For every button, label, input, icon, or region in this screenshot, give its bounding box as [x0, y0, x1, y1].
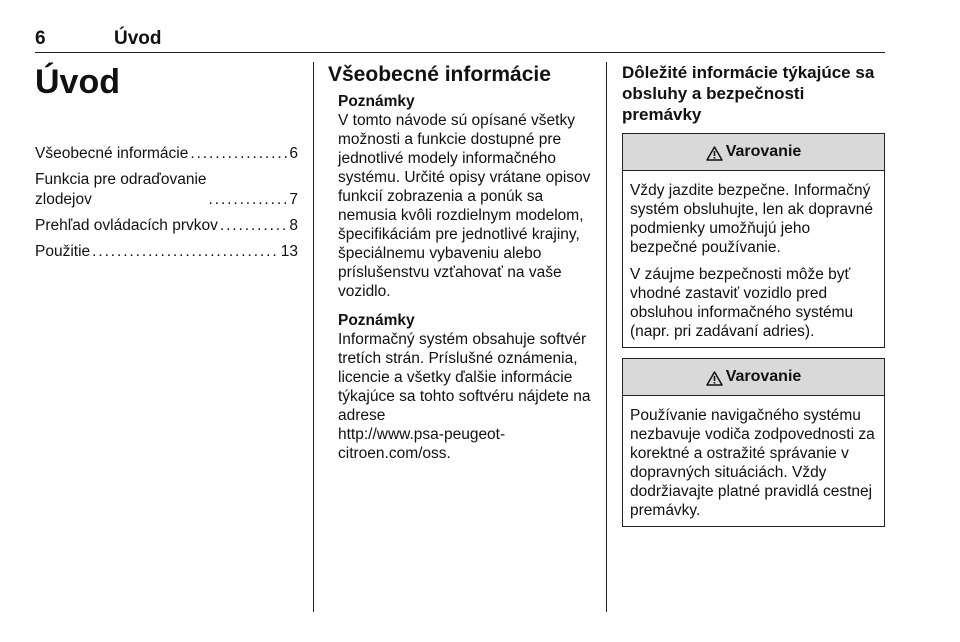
- toc-item-page: 6: [289, 145, 298, 162]
- toc-item-label: Prehľad ovládacích prvkov: [35, 217, 218, 234]
- toc-item[interactable]: [35, 144, 298, 164]
- column-divider: [313, 62, 314, 612]
- url-line: citroen.com/oss.: [338, 445, 451, 462]
- table-of-contents: [35, 144, 298, 262]
- page-header: [35, 28, 885, 53]
- warning-box: [622, 358, 885, 527]
- running-chapter-title: Úvod: [114, 28, 162, 49]
- toc-item-page: 13: [280, 243, 298, 260]
- toc-item[interactable]: [35, 242, 298, 262]
- warning-body: [623, 396, 884, 526]
- warning-text: Používanie navigačného systému nezbavuje vodiča zodpovednosti za korektné a ostražité správanie v dopravných situáciách. Vždy dodržiavajte platné pravidlá cestnej premávky.: [630, 407, 875, 519]
- toc-item-label: Funkcia pre odraďovanie zlodejov: [35, 171, 207, 208]
- toc-item-label: Použitie: [35, 243, 91, 260]
- toc-column: [35, 62, 298, 268]
- warning-header: [623, 359, 884, 396]
- toc-leader: [220, 216, 288, 236]
- warning-triangle-icon: [706, 371, 723, 386]
- page-number: 6: [35, 28, 46, 49]
- toc-leader: [92, 242, 279, 262]
- chapter-title: Úvod: [35, 63, 120, 101]
- toc-item[interactable]: [35, 216, 298, 236]
- warning-header: [623, 134, 884, 171]
- toc-item[interactable]: [35, 170, 298, 210]
- warning-label: Varovanie: [725, 143, 802, 160]
- warning-body: [623, 171, 884, 347]
- note-heading: Poznámky: [338, 93, 415, 110]
- general-info-column: [328, 62, 600, 463]
- toc-item-page: 7: [289, 191, 298, 208]
- warning-text: V záujme bezpečnosti môže byť vhodné zastaviť vozidlo pred obsluhou informačného systému (napr. pri zadávaní adries).: [630, 266, 854, 340]
- warning-triangle-icon: [706, 146, 723, 161]
- section-title: Všeobecné informácie: [328, 63, 551, 86]
- toc-item-page: 8: [289, 217, 298, 234]
- warning-box: [622, 133, 885, 348]
- column-divider: [606, 62, 607, 612]
- toc-item-label: Všeobecné informácie: [35, 145, 189, 162]
- subsection-title: Dôležité informácie týkajúce sa obsluhy a bezpečnosti premávky: [622, 63, 875, 124]
- note-heading: Poznámky: [338, 312, 415, 329]
- toc-leader: [209, 190, 288, 210]
- url-line: http://www.psa-peugeot-: [338, 426, 506, 443]
- note-text: V tomto návode sú opísané všetky možnosti a funkcie dostupné pre jednotlivé modely informačného systému. Určité opisy vrátane opisov funkcií zobrazenia a ponúk sa nemusia kvôli rozdielnym modelom, špecifikáciám pre jednotlivé krajiny, špeciálnemu vybaveniu alebo príslušenstvu vzťahovať na vaše vozidlo.: [338, 112, 591, 300]
- toc-leader: [190, 144, 287, 164]
- safety-column: [622, 62, 885, 537]
- warning-text: Vždy jazdite bezpečne. Informačný systém obsluhujte, len ak dopravné podmienky umožňujú jeho bezpečné používanie.: [630, 182, 873, 256]
- warning-label: Varovanie: [725, 368, 802, 385]
- note-text: Informačný systém obsahuje softvér tretích strán. Príslušné oznámenia, licencie a všetky ďalšie informácie týkajúce sa tohto softvéru nájdete na adrese: [338, 331, 591, 424]
